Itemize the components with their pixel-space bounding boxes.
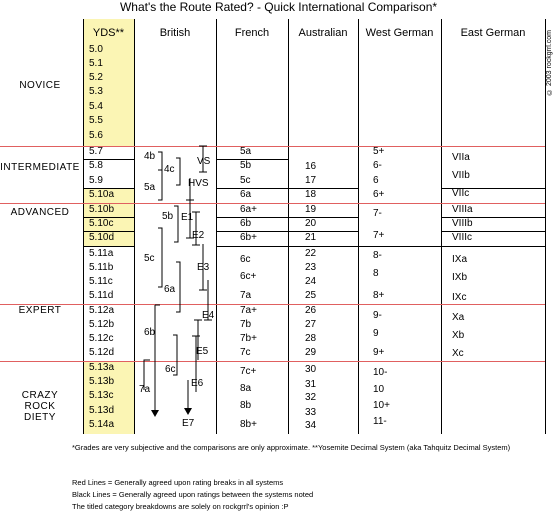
australian-grade: 19 bbox=[305, 204, 317, 215]
british-e5: E5 bbox=[196, 346, 209, 357]
header-west-german: West German bbox=[365, 27, 434, 39]
legend-black: Black Lines = Generally agreed upon ratings between the systems noted bbox=[72, 490, 314, 499]
yds-grade: 5.12a bbox=[89, 305, 115, 316]
west-german-grade: 7- bbox=[373, 208, 382, 219]
french-grade: 7a bbox=[240, 290, 252, 301]
australian-grade: 17 bbox=[305, 175, 317, 186]
bracket-7a bbox=[144, 360, 150, 390]
west-german-grade: 8 bbox=[373, 268, 379, 279]
french-grade: 5c bbox=[240, 175, 251, 186]
french-grade: 6a+ bbox=[240, 204, 257, 215]
category-intermediate: INTERMEDIATE bbox=[0, 162, 80, 173]
arrow-6b bbox=[151, 410, 159, 417]
australian-grade: 25 bbox=[305, 290, 317, 301]
french-grade: 7b+ bbox=[240, 333, 257, 344]
british-e4: E4 bbox=[202, 310, 215, 321]
east-german-grade: VIIIc bbox=[452, 232, 473, 243]
east-german-grade: VIIc bbox=[452, 188, 470, 199]
yds-grade: 5.0 bbox=[89, 44, 103, 55]
british-e6: E6 bbox=[191, 378, 204, 389]
west-german-grade: 9- bbox=[373, 310, 382, 321]
east-german-grade: Xb bbox=[452, 330, 465, 341]
french-grade: 5a bbox=[240, 146, 252, 157]
category-crazy-3: DIETY bbox=[24, 412, 56, 423]
british-e3: E3 bbox=[197, 262, 210, 273]
french-grade: 6c+ bbox=[240, 271, 257, 282]
french-grade: 5b bbox=[240, 160, 252, 171]
bracket-5a bbox=[158, 170, 162, 200]
west-german-grade: 11- bbox=[373, 416, 387, 427]
yds-grade: 5.10b bbox=[89, 204, 115, 215]
yds-grade: 5.10a bbox=[89, 189, 115, 200]
copyright-text: © 2003 rockgrrl.com bbox=[546, 30, 553, 95]
bracket-6c bbox=[173, 335, 177, 375]
british-5a: 5a bbox=[144, 182, 156, 193]
australian-grade: 20 bbox=[305, 218, 317, 229]
header-british: British bbox=[159, 27, 191, 39]
british-e2: E2 bbox=[192, 230, 205, 241]
australian-grade: 22 bbox=[305, 248, 317, 259]
category-crazy-1: CRAZY bbox=[21, 390, 59, 401]
vs-bar bbox=[199, 146, 207, 172]
yds-grade: 5.11a bbox=[89, 248, 114, 259]
bracket-5c bbox=[158, 228, 162, 287]
west-german-grade: 10- bbox=[373, 367, 388, 378]
yds-grade: 5.12d bbox=[89, 347, 115, 358]
british-e1: E1 bbox=[181, 212, 194, 223]
bracket-4b bbox=[158, 152, 162, 170]
west-german-grade: 5+ bbox=[373, 146, 385, 157]
british-4c: 4c bbox=[164, 164, 175, 175]
french-grade: 8b bbox=[240, 400, 252, 411]
yds-grade: 5.12c bbox=[89, 333, 114, 344]
west-german-grade: 8+ bbox=[373, 290, 385, 301]
category-novice: NOVICE bbox=[19, 80, 61, 91]
east-german-grade: Xa bbox=[452, 312, 465, 323]
west-german-grade: 6 bbox=[373, 175, 379, 186]
australian-grade: 18 bbox=[305, 189, 317, 200]
west-german-grade: 7+ bbox=[373, 230, 385, 241]
british-vs: VS bbox=[197, 156, 211, 167]
yds-grade: 5.13c bbox=[89, 390, 114, 401]
yds-grade: 5.13b bbox=[89, 376, 115, 387]
header-east-german: East German bbox=[460, 27, 526, 39]
e4-bar bbox=[202, 280, 215, 321]
french-grade: 8b+ bbox=[240, 419, 257, 430]
australian-grade: 33 bbox=[305, 407, 317, 418]
yds-grade: 5.13d bbox=[89, 405, 115, 416]
legend-red: Red Lines = Generally agreed upon rating breaks in all systems bbox=[72, 478, 284, 487]
east-german-grade: VIIIa bbox=[452, 204, 473, 215]
british-6c: 6c bbox=[165, 364, 176, 375]
e1-bar bbox=[186, 200, 194, 238]
yds-grade: 5.3 bbox=[89, 86, 103, 97]
west-german-grade: 9 bbox=[373, 328, 379, 339]
east-german-grade: VIIa bbox=[452, 152, 470, 163]
yds-grade: 5.10d bbox=[89, 232, 115, 243]
yds-grade: 5.6 bbox=[89, 130, 103, 141]
category-crazy-2: ROCK bbox=[24, 401, 56, 412]
east-german-grade: IXc bbox=[452, 292, 467, 303]
australian-grade: 16 bbox=[305, 161, 317, 172]
e3-bar bbox=[197, 244, 210, 290]
australian-grade: 29 bbox=[305, 347, 317, 358]
french-grade: 7c+ bbox=[240, 366, 257, 377]
east-german-grade: IXa bbox=[452, 254, 468, 265]
category-expert: EXPERT bbox=[18, 305, 62, 316]
chart-title: What's the Route Rated? - Quick International Comparison* bbox=[119, 0, 438, 14]
hvs-bar bbox=[186, 178, 194, 200]
yds-grade: 5.4 bbox=[89, 101, 103, 112]
bracket-4c bbox=[176, 158, 180, 185]
australian-grade: 32 bbox=[305, 392, 317, 403]
yds-grade: 5.9 bbox=[89, 175, 103, 186]
yds-grade: 5.11b bbox=[89, 262, 114, 273]
british-4b: 4b bbox=[144, 151, 156, 162]
french-grade: 7b bbox=[240, 319, 252, 330]
british-5c: 5c bbox=[144, 253, 155, 264]
british-6b: 6b bbox=[144, 327, 156, 338]
yds-grade: 5.13a bbox=[89, 362, 115, 373]
yds-grade: 5.7 bbox=[89, 146, 103, 157]
header-yds: YDS** bbox=[92, 27, 125, 39]
yds-grade: 5.1 bbox=[89, 58, 103, 69]
west-german-grade: 6- bbox=[373, 160, 382, 171]
bracket-5b bbox=[174, 206, 178, 242]
e2-bar bbox=[192, 212, 200, 245]
east-german-grade: VIIb bbox=[452, 170, 470, 181]
australian-grade: 21 bbox=[305, 232, 317, 243]
yds-grade: 5.2 bbox=[89, 72, 103, 83]
west-german-grade: 10+ bbox=[373, 400, 390, 411]
bracket-6a bbox=[176, 262, 180, 312]
west-german-grade: 8- bbox=[373, 250, 382, 261]
west-german-grade: 10 bbox=[373, 384, 385, 395]
french-grade: 8a bbox=[240, 383, 252, 394]
australian-grade: 34 bbox=[305, 420, 317, 431]
yds-grade: 5.11d bbox=[89, 290, 114, 301]
west-german-grade: 9+ bbox=[373, 347, 385, 358]
yds-grade: 5.8 bbox=[89, 160, 103, 171]
header-australian: Australian bbox=[298, 27, 348, 39]
legend-titled: The titled category breakdowns are solely on rockgrrl's opinion :P bbox=[72, 502, 289, 511]
french-grade: 7a+ bbox=[240, 305, 257, 316]
australian-grade: 24 bbox=[305, 276, 317, 287]
australian-grade: 28 bbox=[305, 333, 317, 344]
australian-grade: 26 bbox=[305, 305, 317, 316]
category-advanced: ADVANCED bbox=[10, 207, 70, 218]
british-e7: E7 bbox=[182, 418, 195, 429]
british-6a: 6a bbox=[164, 284, 176, 295]
yds-grade: 5.12b bbox=[89, 319, 115, 330]
yds-grade: 5.5 bbox=[89, 115, 103, 126]
french-grade: 6a bbox=[240, 189, 252, 200]
australian-grade: 31 bbox=[305, 379, 317, 390]
footnote: *Grades are very subjective and the comparisons are only approximate. **Yosemite Decimal System (aka Tahquitz Decimal System) bbox=[72, 443, 511, 452]
e6-bar bbox=[192, 336, 200, 392]
yds-grade: 5.10c bbox=[89, 218, 114, 229]
east-german-grade: IXb bbox=[452, 272, 468, 283]
australian-grade: 30 bbox=[305, 364, 317, 375]
british-hvs: HVS bbox=[188, 178, 209, 189]
french-grade: 6b bbox=[240, 218, 252, 229]
arrow-e7 bbox=[184, 408, 192, 415]
e5-bar bbox=[194, 320, 202, 360]
west-german-grade: 6+ bbox=[373, 189, 385, 200]
british-5b: 5b bbox=[162, 211, 174, 222]
australian-grade: 27 bbox=[305, 319, 317, 330]
australian-grade: 23 bbox=[305, 262, 317, 273]
east-german-grade: VIIIb bbox=[452, 218, 473, 229]
yds-grade: 5.14a bbox=[89, 419, 115, 430]
east-german-grade: Xc bbox=[452, 348, 464, 359]
french-grade: 6c bbox=[240, 254, 251, 265]
french-grade: 6b+ bbox=[240, 232, 257, 243]
yds-grade: 5.11c bbox=[89, 276, 113, 287]
header-french: French bbox=[234, 27, 270, 39]
british-7a: 7a bbox=[139, 384, 151, 395]
french-grade: 7c bbox=[240, 347, 251, 358]
